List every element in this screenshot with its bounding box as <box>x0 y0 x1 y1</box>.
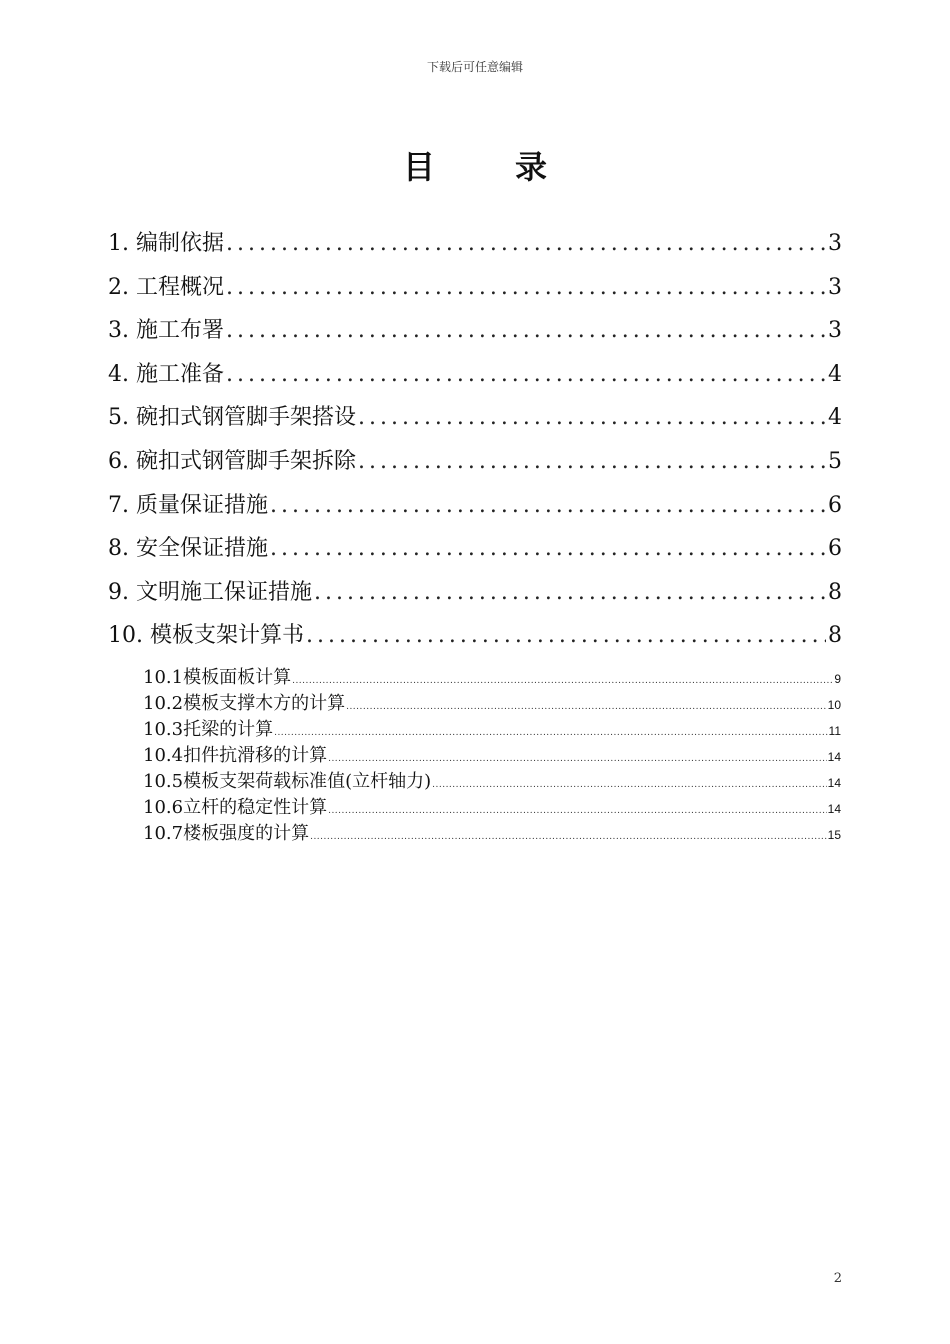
toc-item[interactable] <box>108 396 842 440</box>
toc-leader-dots <box>226 353 826 397</box>
toc-leader-dots <box>314 571 826 615</box>
toc-leader-dots <box>274 720 827 746</box>
toc-subitem[interactable] <box>143 743 841 769</box>
toc-item-page: 4 <box>828 361 842 387</box>
toc-leader-dots <box>328 798 827 824</box>
toc-item[interactable] <box>108 440 842 484</box>
toc-subitem-page: 9 <box>834 672 841 686</box>
toc-subitem-label: 10.6立杆的稳定性计算 <box>143 797 328 818</box>
toc-item-label: 3. 施工布署 <box>108 318 224 344</box>
toc-subitem[interactable] <box>143 665 841 691</box>
toc-item[interactable] <box>108 571 842 615</box>
toc-item[interactable] <box>108 484 842 528</box>
toc-title: 目录 <box>402 148 627 186</box>
toc-item-label: 1. 编制依据 <box>108 231 224 256</box>
toc-leader-dots <box>226 266 826 310</box>
toc-subitem-label: 10.7楼板强度的计算 <box>143 823 310 844</box>
toc-subitem-page: 14 <box>827 750 841 764</box>
page-number: 2 <box>833 1271 842 1286</box>
toc-leader-dots <box>310 824 827 850</box>
toc-item-label: 2. 工程概况 <box>108 274 224 300</box>
toc-item-page: 5 <box>828 448 842 474</box>
toc-item-page: 6 <box>828 492 842 518</box>
toc-subitem-page: 14 <box>827 802 841 816</box>
toc-leader-dots <box>226 309 826 353</box>
toc-item-label: 8. 安全保证措施 <box>108 536 268 562</box>
toc-item-label: 10. 模板支架计算书 <box>108 623 304 649</box>
toc-sub-list <box>143 665 841 847</box>
toc-leader-dots <box>358 440 826 484</box>
toc-item-page: 8 <box>828 579 842 605</box>
toc-subitem[interactable] <box>143 769 841 795</box>
toc-main-list <box>108 222 842 658</box>
toc-item[interactable] <box>108 527 842 571</box>
toc-item[interactable] <box>108 309 842 353</box>
toc-item-page: 3 <box>828 231 842 256</box>
toc-leader-dots <box>346 694 827 720</box>
toc-item[interactable] <box>108 614 842 658</box>
toc-subitem-label: 10.4扣件抗滑移的计算 <box>143 745 328 766</box>
toc-subitem-page: 14 <box>827 776 841 790</box>
header-note: 下载后可任意编辑 <box>426 60 523 74</box>
toc-leader-dots <box>270 527 826 571</box>
toc-leader-dots <box>226 222 826 266</box>
toc-subitem-label: 10.3托梁的计算 <box>143 719 274 740</box>
toc-subitem[interactable] <box>143 691 841 717</box>
toc-item-page: 6 <box>828 536 842 562</box>
toc-subitem-page: 10 <box>827 698 841 712</box>
toc-item-label: 6. 碗扣式钢管脚手架拆除 <box>108 448 356 474</box>
toc-item[interactable] <box>108 222 842 266</box>
toc-leader-dots <box>270 484 826 528</box>
toc-item-label: 7. 质量保证措施 <box>108 492 268 518</box>
toc-item-page: 4 <box>828 405 842 431</box>
toc-item[interactable] <box>108 266 842 310</box>
toc-leader-dots <box>432 772 827 798</box>
toc-leader-dots <box>292 668 833 694</box>
toc-subitem-page: 15 <box>827 828 841 842</box>
toc-subitem[interactable] <box>143 717 841 743</box>
toc-subitem[interactable] <box>143 821 841 847</box>
toc-subitem-label: 10.1模板面板计算 <box>143 667 292 688</box>
toc-item-label: 4. 施工准备 <box>108 361 224 387</box>
toc-subitem-label: 10.5模板支架荷载标准值(立杆轴力) <box>143 771 432 792</box>
toc-item-label: 5. 碗扣式钢管脚手架搭设 <box>108 405 356 431</box>
toc-subitem[interactable] <box>143 795 841 821</box>
toc-item-page: 3 <box>828 318 842 344</box>
toc-leader-dots <box>306 614 826 658</box>
toc-subitem-page: 11 <box>828 724 841 738</box>
toc-item[interactable] <box>108 353 842 397</box>
toc-subitem-label: 10.2模板支撑木方的计算 <box>143 693 346 714</box>
toc-item-page: 8 <box>828 623 842 649</box>
toc-item-page: 3 <box>828 274 842 300</box>
toc-item-label: 9. 文明施工保证措施 <box>108 579 312 605</box>
toc-leader-dots <box>358 396 826 440</box>
